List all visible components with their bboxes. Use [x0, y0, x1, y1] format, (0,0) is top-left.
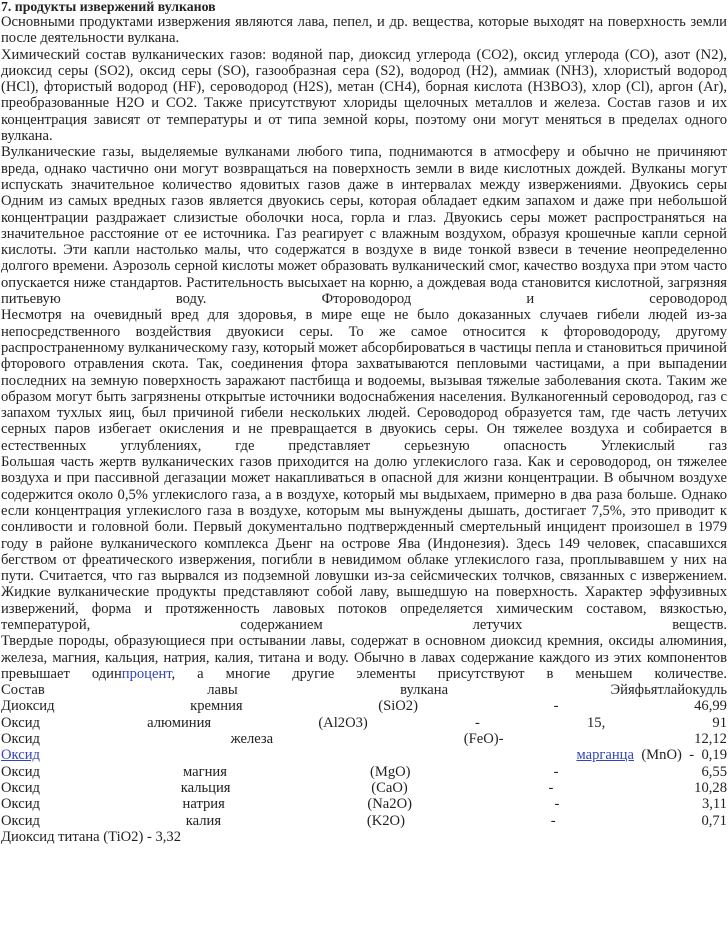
table-header-cell: вулкана [400, 682, 449, 699]
table-cell: (CaO) [371, 779, 408, 796]
table-cell: (MnO) [641, 747, 682, 764]
table-cell: (Na2O) [367, 796, 412, 813]
table-cell: - [553, 698, 559, 715]
table-cell: - [548, 779, 554, 796]
paragraph-solid-rocks [1, 633, 727, 682]
table-header-cell: Эйяфьятлайокудль [610, 682, 727, 699]
table-cell: Оксид [1, 763, 40, 780]
paragraph-solid-rocks-tail: , а многие другие элементы присутствуют в меньшем количестве. [171, 665, 727, 682]
paragraph-solid-rocks-text: Твердые породы, образующиеся при остывании лавы, содержат в основном диоксид кремния, оксиды алюминия, железа, магния, кальция, натрия, калия, титана и воду. Обычно в лавах содержание каждого из этих компонентов превышает один [1, 633, 727, 682]
table-row [1, 731, 727, 747]
table-cell: (FeO)- [463, 731, 504, 748]
table-cell: 91 [712, 714, 727, 731]
table-cell: (K2O) [366, 812, 405, 829]
table-cell: (SiO2) [378, 698, 418, 715]
table-cell: (Al2O3) [318, 714, 368, 731]
table-cell: Оксид [1, 731, 40, 748]
table-row [1, 780, 727, 796]
table-cell: алюминия [147, 714, 212, 731]
paragraph-intro: Основными продуктами извержения являются лава, пепел, и др. вещества, которые выходят на поверхность земли после деятельности вулкана. [1, 14, 727, 47]
manganese-link[interactable]: марганца [576, 747, 634, 764]
table-cell: Оксид [1, 779, 40, 796]
paragraph-carbon-dioxide: Большая часть жертв вулканических газов приходится на долю углекислого газа. Как и сероводород, он тяжелее воздуха и при пассивной дегазации может накапливаться в опасной для жизни концентрации. В обычном воздухе содержится около 0,5% углекислого газа, а в воздухе, который мы выдыхаем, примерно в два раза больше. Однако если концентрация углекислого газа в воздухе, которым мы вынуждены дышать, достигает 7,5%, это приводит к сонливости и головной боли. Первый документально подтвержденный смертельный инцидент произошел в 1979 году в районе вулканического комплекса Дьенг на острове Ява (Индонезия). Здесь 149 человек, спасавшихся бегством от фреатического извержения, погибли в невидимом облаке углекислого газа, проплывавшем у них на пути. Считается, что газ вырвался из подземной ловушки из-за сейсмических толчков, связанных с извержением. Жидкие вулканические продукты представляют собой лаву, вышедшую на поверхность. Характер эффузивных извержений, форма и протяженность лавовых потоков определяется химическим составом, вязкостью, температурой, содержанием летучих веществ. [1, 454, 727, 633]
manganese-oxide-label [1, 747, 682, 763]
paragraph-hydrogen-fluoride: Несмотря на очевидный вред для здоровья, в мире еще не было доказанных случаев гибели людей из-за непосредственного воздействия двуокиси серы. То же самое относится к фтороводороду, другому распространенному вулканическому газу, который может абсорбироваться в частицы пепла и становиться причиной фторового отравления скота. Так, соединения фтора захватываются пепловыми частицами, а при выпадении последних на земную поверхность заражают пастбища и водоемы, вызывая тяжелые заболевания скота. Таким же образом могут быть загрязнены открытые источники водоснабжения населения. Вулканогенный сероводород, газ с запахом тухлых яиц, был причиной гибели нескольких людей. Сероводород образуется там, где часть летучих серных паров избегает окисления и не превращается в двуокись серы. Он тяжелее воздуха и собирается в естественных углублениях, где представляет серьезную опасность Углекислый газ [1, 307, 727, 454]
table-cell: 3,11 [701, 796, 727, 813]
paragraph-sulfur-dioxide: Одним из самых вредных газов является двуокись серы, которая обладает едким запахом и даже при небольшой концентрации раздражает слизистые оболочки носа, горла и глаз. Двуокись серы может распространяться на значительное расстояние от ее источника. Газ реагирует с влажным воздухом, образуя крошечные капли серной кислоты. Эти капли настолько малы, что содержатся в воздухе в виде тонкой взвеси в течение неопределенно долгого времени. Аэрозоль серной кислоты может образовать вулканический смог, качество воздуха при этом часто опускается ниже стандартов. Растительность высыхает на корню, а дождевая вода становится кислотной, загрязняя питьевую воду. Фтороводород и сероводород [1, 193, 727, 308]
table-cell: 10,28 [694, 779, 727, 796]
table-row [1, 715, 727, 731]
lava-composition-table [1, 682, 727, 845]
paragraph-volcanic-gases: Вулканические газы, выделяемые вулканами любого типа, поднимаются в атмосферу и обычно не причиняют вреда, однако частично они могут возвращаться на поверхность земли в виде кислотных дождей. Вулканы могут испускать значительное количество ядовитых газов даже в интервалах между извержениями. Двуокись серы [1, 144, 727, 193]
table-cell: - [554, 796, 560, 813]
table-row [1, 764, 727, 780]
table-row [1, 747, 727, 763]
table-cell: - [689, 747, 695, 764]
table-cell: - [553, 763, 559, 780]
table-cell: - [474, 714, 480, 731]
percent-link[interactable]: процент [121, 665, 172, 682]
table-row [1, 698, 727, 714]
table-cell: железа [230, 731, 274, 748]
table-cell: кальция [180, 779, 231, 796]
table-row [1, 796, 727, 812]
table-cell: 15, [586, 714, 606, 731]
table-cell: Диоксид [1, 698, 55, 715]
table-header-cell: лавы [207, 682, 238, 699]
table-cell: (MgO) [369, 763, 411, 780]
table-header [1, 682, 727, 698]
table-cell: - [550, 812, 556, 829]
table-cell: 0,19 [701, 747, 727, 764]
table-cell: магния [183, 763, 227, 780]
table-cell: Оксид [1, 812, 40, 829]
table-cell: Оксид [1, 796, 40, 813]
table-cell: 12,12 [694, 731, 727, 748]
table-header-cell: Состав [1, 682, 45, 699]
table-cell: натрия [182, 796, 225, 813]
table-row [1, 813, 727, 829]
oxide-link[interactable]: Оксид [1, 747, 40, 764]
table-cell: 6,55 [701, 763, 727, 780]
table-cell: 46,99 [694, 698, 727, 715]
table-cell: Оксид [1, 714, 40, 731]
table-cell: кремния [190, 698, 243, 715]
article-title: 7. продукты извержений вулканов [1, 0, 216, 14]
table-cell: 0,71 [701, 812, 727, 829]
paragraph-gas-composition: Химический состав вулканических газов: водяной пар, диоксид углерода (CO2), оксид углерода (CO), азот (N2), диоксид серы (SO2), оксид серы (SO), газообразная сера (S2), водород (H2), аммиак (NH3), хлористый водород (HCl), фтористый водород (HF), сероводород (H2S), метан (CH4), борная кислота (H3BO3), хлор (Cl), аргон (Ar), преобразованные H2O и CO2. Также присутствуют хлориды щелочных металлов и железа. Состав газов и их концентрация зависят от температуры и от типа земной коры, поэтому они могут меняться в пределах одного вулкана. [1, 46, 727, 145]
table-last-line: Диоксид титана (TiO2) - 3,32 [1, 828, 182, 845]
table-cell: калия [185, 812, 222, 829]
article [1, 0, 727, 845]
